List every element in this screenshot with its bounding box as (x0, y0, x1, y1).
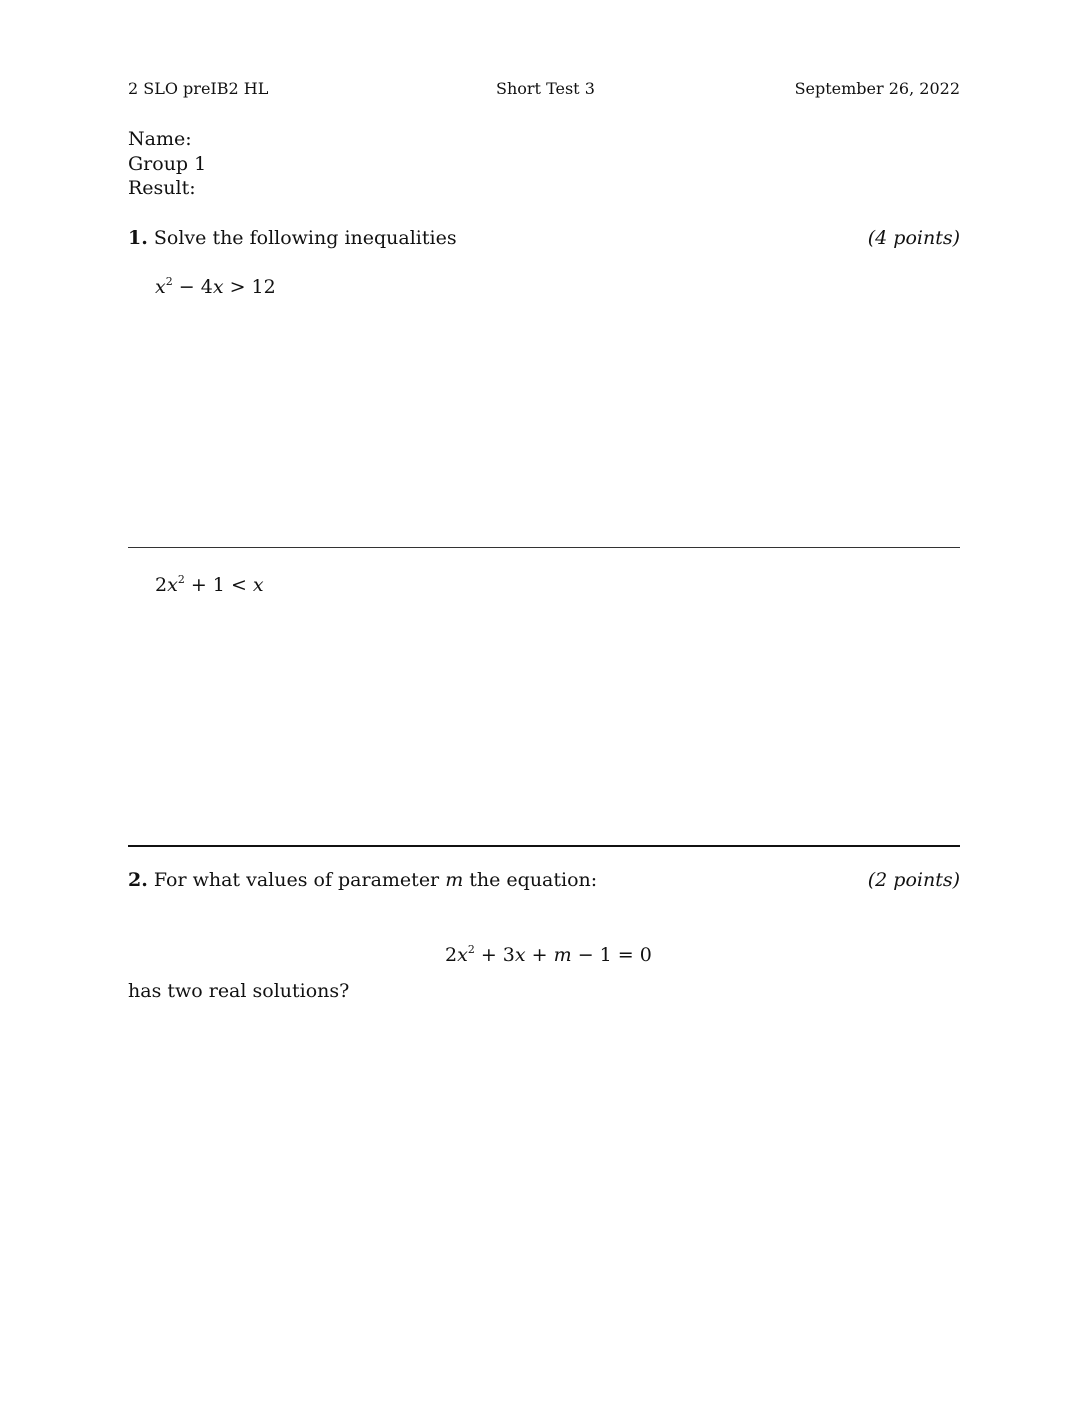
eq-var: x (457, 944, 468, 966)
question-2-param: m (445, 869, 464, 891)
eq-tail: − 1 = 0 (571, 944, 652, 966)
ineq-a-rhs: > 12 (223, 276, 276, 298)
question-1-prompt (128, 227, 457, 249)
question-1-text: Solve the following inequalities (153, 227, 457, 249)
question-2-prompt (128, 869, 597, 891)
eq-mid1: + 3 (474, 944, 515, 966)
ineq-a-var2: x (212, 276, 224, 298)
ineq-a-var: x (155, 276, 166, 298)
question-1-points: (4 points) (867, 227, 960, 249)
inequality-a (155, 276, 276, 298)
eq-var2: x (514, 944, 526, 966)
eq-param: m (553, 944, 572, 966)
name-label: Name: (128, 128, 192, 150)
answer-divider (128, 547, 960, 548)
question-2-number: 2. (128, 869, 148, 891)
header-date: September 26, 2022 (794, 79, 960, 98)
ineq-b-coef: 2 (155, 574, 168, 596)
eq-exponent: 2 (467, 943, 475, 956)
ineq-b-mid: + 1 < (184, 574, 253, 596)
question-2-followup: has two real solutions? (128, 980, 350, 1002)
question-2-text-post: the equation: (463, 869, 598, 891)
ineq-b-exponent: 2 (177, 573, 185, 586)
question-2-text-pre: For what values of parameter (153, 869, 446, 891)
header-course: 2 SLO preIB2 HL (128, 79, 269, 98)
ineq-a-exponent: 2 (165, 275, 173, 288)
section-divider (128, 845, 960, 847)
group-label: Group 1 (128, 153, 207, 175)
eq-mid2: + (525, 944, 554, 966)
question-1-number: 1. (128, 227, 148, 249)
inequality-b (155, 574, 264, 596)
ineq-b-rhs-var: x (252, 574, 264, 596)
result-label: Result: (128, 177, 196, 199)
ineq-a-mid: − 4 (172, 276, 213, 298)
quadratic-equation (445, 944, 652, 966)
ineq-b-var: x (167, 574, 178, 596)
question-2-points: (2 points) (867, 869, 960, 891)
eq-coef: 2 (445, 944, 458, 966)
header-title: Short Test 3 (496, 79, 595, 98)
